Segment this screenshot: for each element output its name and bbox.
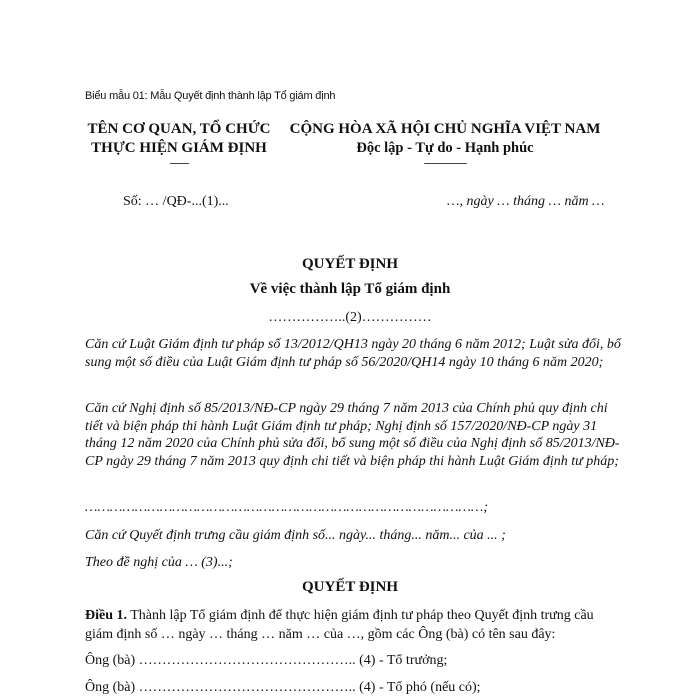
issuer-placeholder: ……………..(2)…………… [268,310,432,325]
document-date: …, ngày … tháng … năm … [447,194,605,209]
form-label: Biểu mẫu 01: Mẫu Quyết định thành lập Tổ giám định [85,90,336,102]
national-title: CỘNG HÒA XÃ HỘI CHỦ NGHĨA VIỆT NAM [289,121,601,137]
legal-basis-decree: Căn cứ Nghị định số 85/2013/NĐ-CP ngày 29 tháng 7 năm 2013 của Chính phủ quy định chi tiết và biện pháp thi hành Luật Giám định tư pháp; Nghị định số 157/2020/NĐ-CP ngày 31 tháng 12 năm 2020 của Chính phủ sửa đổi, bổ sung một số điều của Nghị định số 85/2013/NĐ-CP ngày 29 tháng 7 năm 2013 quy định chi tiết và biện pháp thi hành Luật Giám định tư pháp; [85,401,620,469]
member-leader: Ông (bà) ……………………………………….. (4) - Tổ trưởng; [85,653,448,668]
member-deputy: Ông (bà) ……………………………………….. (4) - Tổ phó (nếu có); [85,680,481,695]
agency-header [60,120,298,169]
legal-basis-other: ……………………………………………………………………………………; [85,500,489,515]
article-1-text: Thành lập Tổ giám định để thực hiện giám định tư pháp theo Quyết định trưng cầu giám định số … ngày … tháng … năm … của …, gồm các Ông (bà) có tên sau đây: [85,608,594,642]
legal-basis-law: Căn cứ Luật Giám định tư pháp số 13/2012/QH13 ngày 20 tháng 6 năm 2012; Luật sửa đổi, bổ sung một số điều của Luật Giám định tư pháp số 56/2020/QH14 ngày 10 tháng 6 năm 2020; [85,337,621,370]
national-motto: Độc lập - Tự do - Hạnh phúc [356,140,534,156]
national-header [284,120,606,169]
decision-subtitle: Về việc thành lập Tổ giám định [249,281,451,297]
legal-basis-request: Căn cứ Quyết định trưng cầu giám định số... ngày... tháng... năm... của ... ; [85,528,506,543]
agency-name-line1: TÊN CƠ QUAN, TỔ CHỨC [87,121,271,137]
agency-name-line2: THỰC HIỆN GIÁM ĐỊNH [91,140,267,156]
agency-divider: ------- [169,157,189,169]
article-1 [85,606,625,644]
decision-heading: QUYẾT ĐỊNH [302,579,398,595]
proposal-line: Theo đề nghị của … (3)...; [85,555,233,570]
national-divider: ---------------- [423,157,467,169]
decision-title: QUYẾT ĐỊNH [302,256,398,272]
article-1-label: Điều 1. [85,608,127,623]
document-number: Số: … /QĐ-...(1)... [123,194,229,209]
